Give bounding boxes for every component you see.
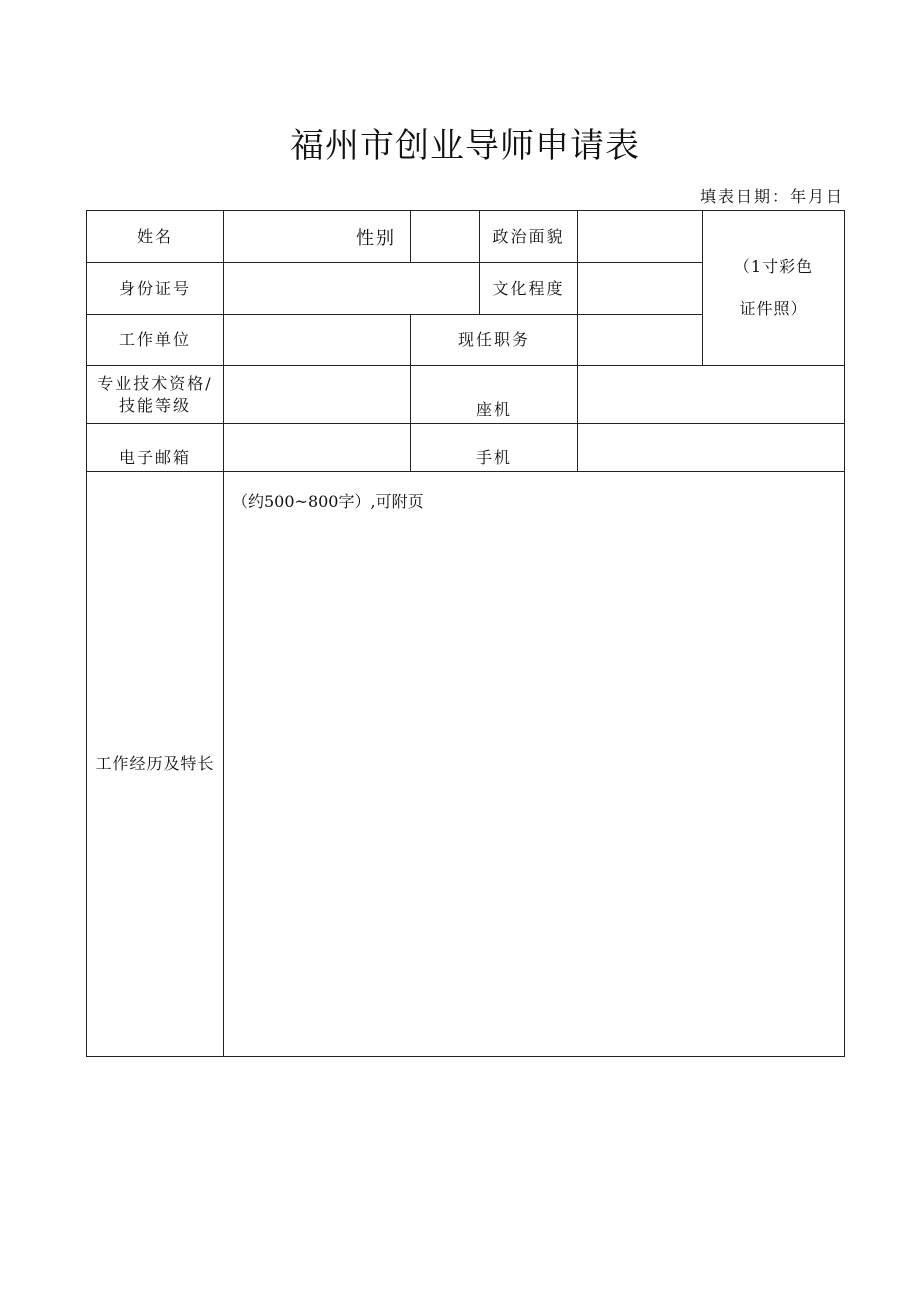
education-field[interactable] <box>578 263 703 315</box>
page-title: 福州市创业导师申请表 <box>290 126 640 166</box>
gender-field[interactable] <box>411 211 480 263</box>
qualification-label <box>87 366 224 424</box>
experience-label: 工作经历及特长 <box>87 472 224 1057</box>
mobile-label: 手机 <box>411 424 578 472</box>
email-label: 电子邮箱 <box>87 424 224 472</box>
education-label: 文化程度 <box>480 263 578 315</box>
landline-field[interactable] <box>578 366 845 424</box>
political-status-label: 政治面貌 <box>480 211 578 263</box>
name-label: 姓名 <box>87 211 224 263</box>
application-form-table <box>86 210 845 1057</box>
qualification-label-line1: 专业技术资格/ <box>97 373 213 393</box>
photo-hint-line2: 证件照） <box>739 299 808 318</box>
mobile-field[interactable] <box>578 424 845 472</box>
current-position-label: 现任职务 <box>411 315 578 366</box>
work-unit-label: 工作单位 <box>87 315 224 366</box>
photo-box[interactable] <box>703 211 845 366</box>
email-field[interactable] <box>224 424 411 472</box>
landline-label: 座机 <box>411 366 578 424</box>
current-position-field[interactable] <box>578 315 703 366</box>
experience-hint: （约500~800字）,可附页 <box>232 492 424 511</box>
gender-label: 性别 <box>224 211 411 263</box>
fill-date: 填表日期：年月日 <box>699 187 844 206</box>
political-status-field[interactable] <box>578 211 703 263</box>
id-number-label: 身份证号 <box>87 263 224 315</box>
experience-field[interactable] <box>224 472 845 1057</box>
qualification-field[interactable] <box>224 366 411 424</box>
qualification-label-line2: 技能等级 <box>118 395 191 415</box>
photo-hint-line1: （1寸彩色 <box>733 257 814 276</box>
id-number-field[interactable] <box>224 263 480 315</box>
work-unit-field[interactable] <box>224 315 411 366</box>
